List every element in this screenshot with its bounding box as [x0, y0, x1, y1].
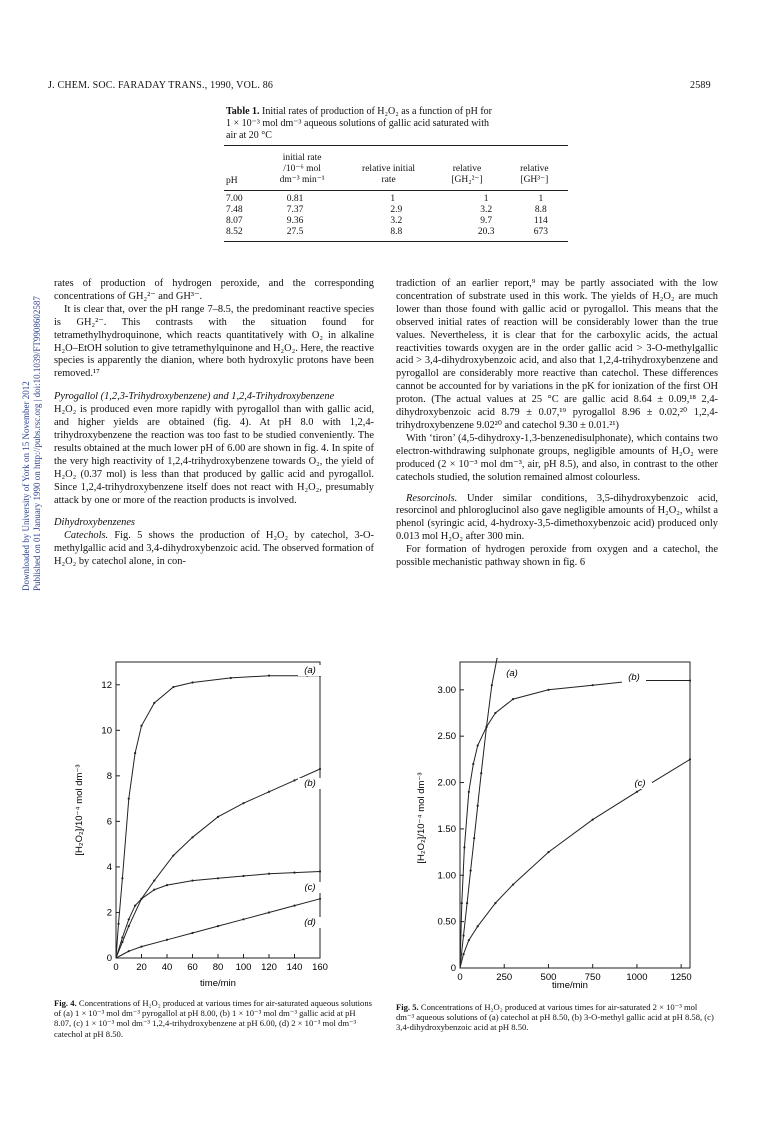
x-tick-label: 1250	[670, 972, 692, 983]
table-caption-line-1: Initial rates of production of H₂O₂ as a function of pH for	[262, 106, 492, 117]
y-tick-label: 8	[106, 770, 112, 782]
data-point	[480, 772, 482, 774]
y-tick-label: 2.00	[437, 777, 456, 789]
fig4-ylabel: [H₂O₂]/10⁻⁴ mol dm⁻³	[74, 764, 85, 856]
y-tick-label: 0	[106, 953, 112, 964]
data-point	[268, 791, 270, 793]
y-tick-label: 1.50	[437, 823, 456, 835]
data-point	[128, 950, 130, 952]
left-paragraph-1: rates of production of hydrogen peroxide, and the corresponding concentrations of GH₂²⁻ and GH³⁻.	[54, 278, 374, 302]
data-point	[140, 725, 142, 727]
section-heading-dihydroxybenzenes: Dihydroxybenzenes	[54, 517, 135, 529]
y-tick-label: 6	[106, 816, 112, 828]
data-point	[242, 802, 244, 804]
series-line-3	[116, 899, 320, 958]
data-point	[462, 934, 464, 936]
table-row: 8.52 27.5 8.8 20.3 673	[226, 227, 548, 237]
fig5-frame	[460, 662, 690, 968]
table-row: 8.07 9.36 3.2 9.7 114	[226, 216, 548, 226]
y-tick-label: 1.00	[437, 870, 456, 882]
data-point	[466, 902, 468, 904]
fig5-ylabel: [H₂O₂]/10⁻⁴ mol dm⁻³	[416, 772, 427, 864]
figure-5-caption: Fig. 5. Concentrations of H₂O₂ produced at various times for air-saturated 2 × 10⁻³ mol dm⁻³ aqueous solutions of (a) catechol at pH 8.50, (b) 3-O-methyl gallic acid at pH 8.58, (c) 3,4-dihydroxybenzoic acid at pH 8.50.	[396, 1002, 714, 1033]
data-point	[592, 684, 594, 686]
data-point	[242, 875, 244, 877]
data-point	[461, 902, 463, 904]
figure-4-caption: Fig. 4. Concentrations of H₂O₂ produced at various times for air-saturated aqueous solutions of (a) 1 × 10⁻³ mol dm⁻³ pyrogallol at pH 8.00, (b) 1 × 10⁻³ mol dm⁻³ gallic acid at pH 8.07, (c) 1 × 10⁻³ mol dm⁻³ 1,2,4-trihydroxybenzene at pH 6.00, (d) 2 × 10⁻³ mol dm⁻³ catechol at pH 8.50.	[54, 998, 372, 1039]
table-row: 7.00 0.81 1 1 1	[226, 194, 544, 204]
series-line-1	[116, 769, 320, 958]
col-header-relative-gh3: relative [GH³⁻]	[520, 164, 549, 185]
y-tick-label: 4	[106, 861, 112, 873]
data-point	[230, 677, 232, 679]
section-heading-pyrogallol: Pyrogallol (1,2,3-Trihydroxybenzene) and 1,2,4-Trihydroxybenzene	[54, 391, 335, 403]
page-number: 2589	[690, 80, 711, 91]
data-point	[494, 902, 496, 904]
x-tick-label: 160	[312, 962, 328, 973]
right-column	[396, 278, 718, 570]
data-point	[477, 744, 479, 746]
y-tick-label: 3.00	[437, 684, 456, 696]
table-1	[224, 145, 568, 242]
x-tick-label: 0	[457, 972, 463, 983]
data-point	[472, 763, 474, 765]
data-point	[153, 889, 155, 891]
left-column	[54, 278, 374, 569]
x-tick-label: 140	[286, 962, 303, 973]
left-paragraph-2: It is clear that, over the pH range 7–8.5, the predominant reactive species is GH₂²⁻. This contrasts with the situation found for tetramethylhydroquinone, which reacts quantitatively with O₂ in alkaline H₂O–EtOH solution to give tetramethylquinone and H₂O₂. Here, the reactive species is apparently the dianion, where both hydroxylic protons have been removed.¹⁷	[54, 303, 374, 380]
data-point	[473, 837, 475, 839]
data-point	[166, 939, 168, 941]
curve-label: (c)	[634, 778, 646, 789]
y-tick-label: 12	[101, 679, 112, 691]
data-point	[134, 752, 136, 754]
figure-4-plot	[60, 658, 360, 992]
col-header-relative-rate: relative initial rate	[362, 164, 416, 185]
data-point	[689, 758, 691, 760]
right-paragraph-2: With ‘tiron’ (4,5-dihydroxy-1,3-benzenedisulphonate), which contains two electron-withdrawing sulphonate groups, negligible amounts of H₂O₂ were produced (2 × 10⁻³ mol dm⁻³, air, pH 8.5), and also, in contrast to the other catechols studied, the solution remained almost colourless.	[396, 432, 718, 483]
data-point	[468, 939, 470, 941]
x-tick-label: 20	[136, 962, 147, 973]
data-point	[319, 768, 321, 770]
data-point	[319, 870, 321, 872]
x-tick-label: 1000	[626, 972, 648, 983]
data-point	[485, 726, 487, 728]
y-tick-label: 2	[106, 907, 112, 919]
data-table	[224, 146, 568, 186]
download-sidebar	[21, 191, 43, 591]
data-point	[547, 851, 549, 853]
data-point	[217, 816, 219, 818]
data-point	[242, 918, 244, 920]
data-point	[217, 925, 219, 927]
fig5-xlabel: time/min	[552, 980, 588, 991]
data-point	[140, 898, 142, 900]
sidebar-line-published[interactable]: Published on 01 January 1990 on http://pubs.rsc.org | doi:10.1039/FT9908602587	[32, 296, 42, 591]
data-point	[477, 805, 479, 807]
x-tick-label: 750	[584, 972, 601, 983]
y-tick-label: 10	[101, 725, 112, 737]
data-point	[217, 877, 219, 879]
data-point	[293, 905, 295, 907]
y-tick-label: 0.50	[437, 916, 456, 928]
series-line-0	[460, 658, 497, 968]
curve-label: (c)	[304, 882, 316, 893]
right-paragraph-4: For formation of hydrogen peroxide from oxygen and a catechol, the possible mechanistic pathway shown in fig. 6	[396, 544, 718, 569]
x-tick-label: 0	[113, 962, 119, 973]
x-tick-label: 60	[187, 962, 198, 973]
x-tick-label: 100	[235, 962, 252, 973]
table-caption-line-2: 1 × 10⁻³ mol dm⁻³ aqueous solutions of gallic acid saturated with	[226, 118, 489, 129]
data-point	[477, 925, 479, 927]
sidebar-line-download[interactable]: Downloaded by University of York on 15 November 2012	[21, 381, 31, 591]
data-point	[172, 686, 174, 688]
journal-header: J. CHEM. SOC. FARADAY TRANS., 1990, VOL. 86	[48, 80, 274, 91]
data-point	[689, 679, 691, 681]
data-point	[191, 932, 193, 934]
data-point	[494, 712, 496, 714]
col-header-relative-gh2: relative [GH₂²⁻]	[451, 164, 483, 185]
figure-5-plot	[410, 658, 710, 992]
data-point	[191, 879, 193, 881]
data-point	[121, 936, 123, 938]
data-point	[491, 684, 493, 686]
data-point	[172, 854, 174, 856]
right-paragraph-1: tradiction of an earlier report,⁹ may be partly associated with the low concentration of substrate used in this work. The yields of H₂O₂ are much lower than those found with gallic acid or pyrogallol. This means that the observed initial rates of reaction will be considerably lower than the true values. Nevertheless, it is clear that for the carboxylic acids, the actual reactivities towards oxygen are in the order gallic acid > 3-O-methylgallic acid > 3,4-dihydroxybenzoic acid, and also that 1,2,4-trihydroxybenzene and pyrogallol are considerably more reactive than catechol. These differences cannot be accounted for by variations in the pK for ionization of the first OH proton. (The actual values at 25 °C are gallic acid 8.64 ± 0.09,¹⁸ 2,4-dihydroxybenzoic acid 8.79 ± 0.07,¹⁹ pyrogallol 8.96 ± 0.02,²⁰ 1,2,4-trihydroxybenzene 9.02²⁰ and catechol 9.30 ± 0.01.²¹)	[396, 278, 718, 431]
col-header-ph: pH	[226, 176, 238, 186]
data-point	[592, 819, 594, 821]
data-point	[636, 791, 638, 793]
data-point	[268, 675, 270, 677]
fig4-xlabel: time/min	[200, 978, 236, 989]
right-paragraph-3: Resorcinols. Under similar conditions, 3,5-dihydroxybenzoic acid, resorcinol and phloroglucinol also gave negligible amounts of H₂O₂, whilst a phenol (syringic acid, 4-hydroxy-3,5-dimethoxybenzoic acid) produced only 0.013 mol H₂O₂ after 300 min.	[396, 492, 718, 543]
data-point	[512, 698, 514, 700]
x-tick-label: 40	[161, 962, 173, 973]
data-point	[166, 884, 168, 886]
data-point	[121, 877, 123, 879]
data-point	[153, 702, 155, 704]
x-tick-label: 250	[496, 972, 513, 983]
left-paragraph-4: Catechols. Fig. 5 shows the production of H₂O₂ by catechol, 3-O-methylgallic acid and 3,4-dihydroxybenzoic acid. The observed formation of H₂O₂ by catechol alone, in con-	[54, 530, 374, 568]
curve-label: (b)	[628, 672, 640, 683]
data-point	[153, 879, 155, 881]
data-point	[293, 872, 295, 874]
table-row: 7.48 7.37 2.9 3.2 8.8	[226, 205, 547, 215]
data-point	[128, 798, 130, 800]
curve-label: (a)	[304, 665, 316, 676]
table-caption-label: Table 1.	[226, 106, 260, 117]
data-point	[268, 873, 270, 875]
y-tick-label: 2.50	[437, 731, 456, 743]
table-caption	[226, 106, 556, 142]
data-point	[191, 681, 193, 683]
data-point	[293, 779, 295, 781]
fig4-frame	[116, 662, 320, 958]
data-point	[134, 905, 136, 907]
y-tick-label: 0	[450, 963, 456, 974]
data-point	[191, 836, 193, 838]
x-tick-label: 80	[212, 962, 224, 973]
data-point	[512, 883, 514, 885]
data-point	[547, 689, 549, 691]
data-point	[128, 925, 130, 927]
data-point	[463, 846, 465, 848]
curve-label: (b)	[304, 778, 316, 789]
data-point	[468, 791, 470, 793]
curve-label: (d)	[304, 917, 316, 928]
series-line-2	[460, 759, 690, 968]
series-line-1	[460, 681, 690, 969]
curve-label: (a)	[506, 668, 518, 679]
data-point	[319, 898, 321, 900]
data-table-body	[224, 194, 568, 238]
data-point	[470, 870, 472, 872]
data-point	[462, 953, 464, 955]
x-tick-label: 120	[261, 962, 277, 973]
data-point	[117, 923, 119, 925]
table-caption-line-3: air at 20 °C	[226, 130, 272, 141]
data-point	[128, 918, 130, 920]
data-point	[140, 946, 142, 948]
x-tick-label: 500	[540, 972, 557, 983]
data-point	[268, 911, 270, 913]
col-header-initial-rate: initial rate /10⁻⁶ mol dm⁻³ min⁻¹	[279, 153, 325, 185]
left-paragraph-3: H₂O₂ is produced even more rapidly with pyrogallol than with gallic acid, and higher yields are obtained (fig. 4). At pH 8.0 with 1,2,4-trihydroxybenzene the reaction was too fast to be studied conveniently. The results obtained at the much lower pH of 6.00 are shown in fig. 4. In spite of the very high reactivity of 1,2,4-trihydroxybenzene towards O₂, the yield of H₂O₂ (0.37 mol) is less than that produced by gallic acid and pyrogallol. Since 1,2,4-trihydroxybenzene itself does not react with H₂O₂, presumably attack by one or more of the reaction products is involved.	[54, 404, 374, 506]
